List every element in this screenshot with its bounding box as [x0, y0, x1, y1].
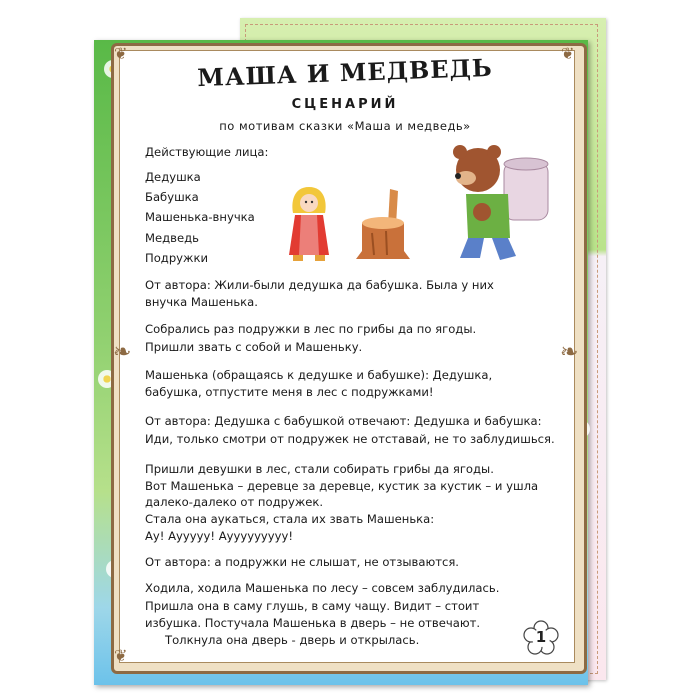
motif-line: по мотивам сказки «Маша и медведь»: [219, 119, 471, 133]
stump-illustration: [352, 185, 414, 263]
corner-ornament: ❦: [114, 646, 128, 665]
script-line: Пришла она в саму глушь, в саму чащу. Видит – стоит: [145, 599, 480, 613]
side-ornament: ❧: [113, 340, 132, 365]
cast-item: Медведь: [145, 231, 199, 245]
script-line: Стала она аукаться, стала их звать Машенька:: [145, 512, 435, 526]
subtitle: СЦЕНАРИЙ: [291, 97, 399, 112]
bear-illustration: [444, 142, 554, 264]
script-line: избушка. Постучала Машенька в дверь – не отвечают.: [145, 616, 481, 630]
side-ornament: ❧: [560, 340, 579, 365]
cast-item: Машенька-внучка: [145, 210, 255, 224]
script-line: Собрались раз подружки в лес по грибы да по ягоды.: [145, 322, 477, 336]
script-line: Ау! Аууууу! Аууууууууу!: [145, 529, 294, 543]
cast-item: Дедушка: [145, 170, 201, 184]
script-line: Пришли девушки в лес, стали собирать грибы да ягоды.: [145, 462, 494, 476]
script-line: бабушка, отпустите меня в лес с подружками!: [145, 385, 434, 399]
script-line: Вот Машенька – деревце за деревце, кустик за кустик – и ушла: [145, 479, 539, 493]
page-number: 1: [535, 628, 547, 646]
script-line: От автора: Дедушка с бабушкой отвечают: Дедушка и бабушка:: [145, 414, 542, 428]
cast-heading: Действующие лица:: [145, 145, 269, 159]
masha-illustration: [285, 183, 333, 263]
script-line: Машенька (обращаясь к дедушке и бабушке): Дедушка,: [145, 368, 493, 382]
corner-ornament: ❦: [114, 44, 128, 63]
script-line: От автора: а подружки не слышат, не отзываются.: [145, 555, 459, 569]
script-line: Иди, только смотри от подружек не отставай, не то заблудишься.: [145, 432, 555, 446]
cast-item: Подружки: [145, 251, 209, 265]
script-line: Ходила, ходила Машенька по лесу – совсем заблудилась.: [145, 581, 500, 595]
script-line: далеко-далеко от подружек.: [145, 495, 324, 509]
script-line: внучка Машенька.: [145, 295, 258, 309]
corner-ornament: ❦: [561, 44, 575, 63]
script-line: От автора: Жили-были дедушка да бабушка. Была у них: [145, 278, 494, 292]
script-line: Пришли звать с собой и Машеньку.: [145, 340, 363, 354]
page-number-badge: [523, 620, 559, 656]
script-line: Толкнула она дверь - дверь и открылась.: [165, 633, 420, 647]
page-title: МАША И МЕДВЕДЬ: [196, 52, 494, 93]
cast-item: Бабушка: [145, 190, 199, 204]
